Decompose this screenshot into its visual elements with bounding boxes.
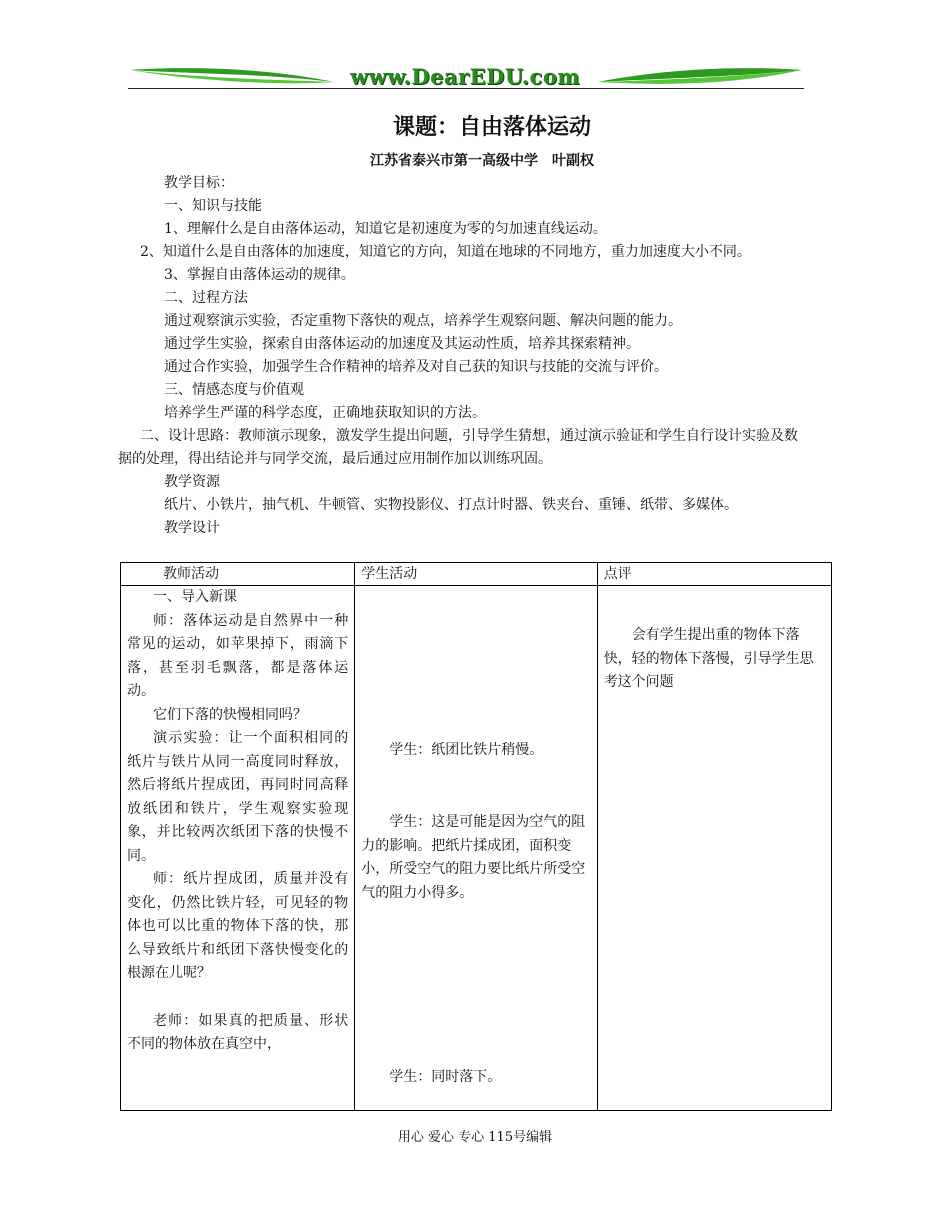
- paragraph: 3、掌握自由落体运动的规律。: [164, 267, 355, 283]
- page-footer: 用心 爱心 专心 115号编辑: [397, 1130, 553, 1145]
- paragraph: 通过学生实验，探索自由落体运动的加速度及其运动性质，培养其探索精神。: [164, 336, 640, 352]
- teacher-text: 一、导入新课: [153, 589, 237, 605]
- teacher-text: 它们下落的快慢相同吗？: [153, 706, 307, 723]
- teacher-text: 师：落体运动是自然界中一种常见的运动，如苹果掉下，雨滴下落，甚至羽毛飘落，都是落体运动。: [127, 612, 349, 699]
- paragraph: 二、设计思路：教师演示现象，激发学生提出问题，引导学生猜想，通过演示验证和学生自行设计实验及数据的处理，得出结论并与同学交流，最后通过应用制作加以训练巩固。: [118, 428, 798, 467]
- author-line: 江苏省泰兴市第一高级中学 叶副权: [370, 153, 594, 169]
- column-header-student: 学生活动: [355, 563, 597, 586]
- paragraph: 教学设计: [164, 520, 220, 536]
- lesson-design-table: [120, 562, 832, 1111]
- teacher-text: 老师：如果真的把质量、形状不同的物体放在真空中，: [127, 1012, 349, 1052]
- teacher-text: 师：纸片捏成团，质量并没有变化，仍然比铁片轻，可见轻的物体也可以比重的物体下落的快，那么导致纸片和纸团下落快慢变化的根源在儿呢？: [127, 871, 349, 981]
- paragraph: 教学资源: [164, 474, 220, 490]
- teacher-activity-cell: [121, 586, 355, 1111]
- paragraph: 三、情感态度与价值观: [164, 382, 304, 398]
- lesson-body: [118, 172, 806, 540]
- paragraph: 二、过程方法: [164, 290, 248, 306]
- site-logo-text: www.DearEDU.com: [349, 64, 581, 89]
- paragraph: 通过观察演示实验，否定重物下落快的观点，培养学生观察问题、解决问题的能力。: [164, 313, 682, 329]
- paragraph: 2、知道什么是自由落体的加速度，知道它的方向，知道在地球的不同地方，重力加速度大小不同。: [140, 244, 751, 260]
- table-header-row: [121, 563, 832, 586]
- comment-cell: [597, 586, 831, 1111]
- student-response: 学生：这是可能是因为空气的阻力的影响。把纸片揉成团，面积变小，所受空气的阻力要比纸片所受空气的阻力小得多。: [361, 814, 586, 901]
- paragraph: 1、理解什么是自由落体运动，知道它是初速度为零的匀加速直线运动。: [164, 221, 607, 237]
- student-response: 学生：同时落下。: [389, 1069, 502, 1085]
- column-header-teacher: 教师活动: [121, 563, 355, 586]
- paragraph: 纸片、小铁片，抽气机、牛顿管、实物投影仪、打点计时器、铁夹台、重锤、纸带、多媒体。: [164, 497, 738, 513]
- column-header-comment: 点评: [597, 563, 831, 586]
- paragraph: 一、知识与技能: [164, 198, 262, 214]
- paragraph: 培养学生严谨的科学态度，正确地获取知识的方法。: [164, 405, 486, 421]
- header-divider: [128, 88, 804, 89]
- student-activity-cell: [355, 586, 597, 1111]
- paragraph: 教学目标：: [164, 175, 234, 191]
- paragraph: 通过合作实验，加强学生合作精神的培养及对自己获的知识与技能的交流与评价。: [164, 359, 668, 375]
- comment-text: 会有学生提出重的物体下落快，轻的物体下落慢，引导学生思考这个问题: [603, 627, 814, 690]
- teacher-text: 演示实验：让一个面积相同的纸片与铁片从同一高度同时释放，然后将纸片捏成团，再同时同高释放纸团和铁片，学生观察实验现象，并比较两次纸团下落的快慢不同。: [127, 730, 349, 864]
- page-title: 课题：自由落体运动: [392, 115, 591, 140]
- table-row: [121, 586, 832, 1111]
- student-response: 学生：纸团比铁片稍慢。: [389, 742, 544, 758]
